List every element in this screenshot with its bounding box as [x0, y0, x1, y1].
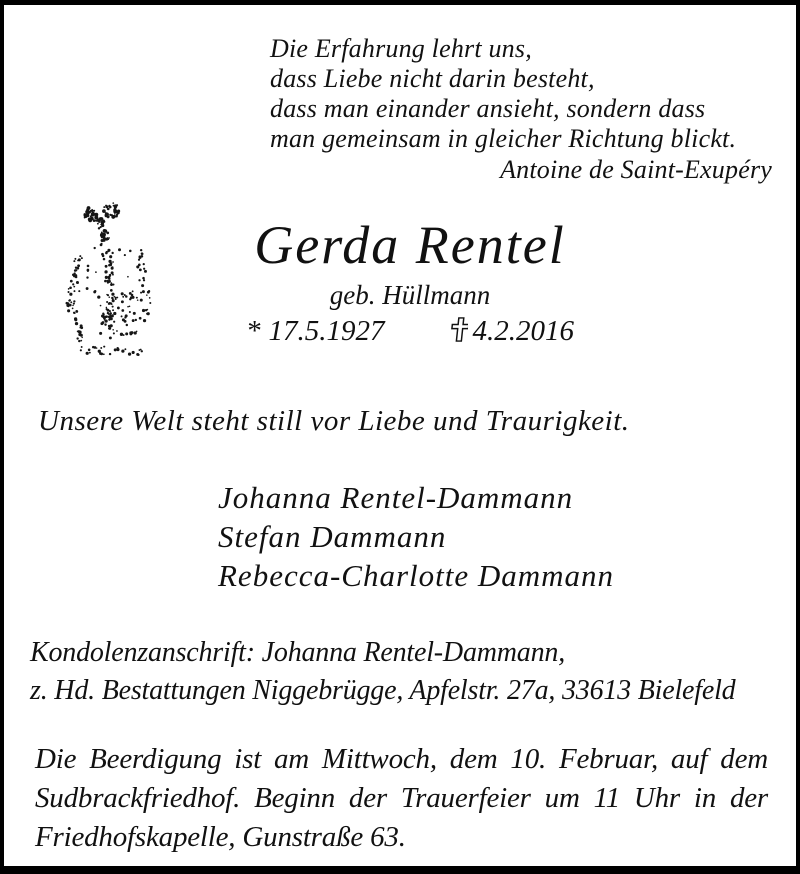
mourner-name: Johanna Rentel-Dammann [218, 480, 574, 515]
quote-attribution: Antoine de Saint-Exupéry [500, 155, 772, 184]
quote-line: man gemeinsam in gleicher Richtung blickt. [270, 124, 737, 153]
quote-line: Die Erfahrung lehrt uns, [270, 34, 532, 63]
deceased-name: Gerda Rentel [254, 215, 566, 275]
funeral-line: Die Beerdigung ist am Mittwoch, dem 10. Februar, auf dem [35, 743, 768, 775]
mourner-name: Rebecca-Charlotte Dammann [218, 558, 615, 593]
mourner-name: Stefan Dammann [218, 519, 447, 554]
funeral-line: Sudbrackfriedhof. Beginn der Trauerfeier um 11 Uhr in der [35, 782, 768, 814]
quote-line: dass man einander ansieht, sondern dass [270, 94, 706, 123]
condolence-line: Kondolenzanschrift: Johanna Rentel-Dammann, [30, 637, 565, 668]
sentiment-line: Unsere Welt steht still vor Liebe und Traurigkeit. [38, 405, 630, 437]
angel-figure-emblem-illustration [52, 200, 170, 365]
condolence-line: z. Hd. Bestattungen Niggebrügge, Apfelstr. 27a, 33613 Bielefeld [30, 675, 736, 706]
condolence-address [30, 634, 775, 710]
funeral-details [35, 740, 768, 857]
memorial-quote [270, 34, 772, 185]
latin-cross-icon [449, 316, 468, 351]
birth-date: 17.5.1927 [268, 315, 385, 347]
deceased-block [180, 214, 640, 351]
maiden-name: geb. Hüllmann [329, 280, 491, 310]
birth-asterisk-symbol: * [246, 315, 261, 347]
death-date: 4.2.2016 [472, 315, 574, 347]
quote-line: dass Liebe nicht darin besteht, [270, 64, 595, 93]
life-dates [180, 314, 640, 351]
funeral-line: Friedhofskapelle, Gunstraße 63. [35, 821, 406, 853]
mourners-list [218, 478, 778, 595]
